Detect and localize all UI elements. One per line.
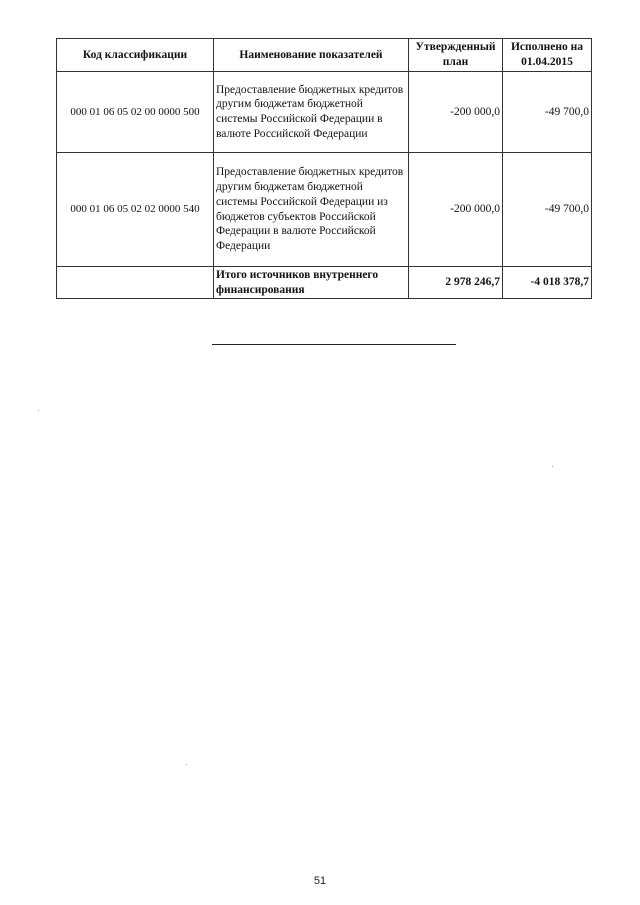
scan-speck xyxy=(552,466,553,467)
row-executed-value: -49 700,0 xyxy=(503,153,592,267)
page-number: 51 xyxy=(313,875,327,887)
financing-sources-table xyxy=(56,38,592,299)
table-header-row xyxy=(57,39,592,72)
scan-speck xyxy=(186,764,187,765)
row-code: 000 01 06 05 02 00 0000 500 xyxy=(57,72,214,153)
row-executed-value: -49 700,0 xyxy=(503,72,592,153)
row-name: Предоставление бюджетных кредитов другим бюджетам бюджетной системы Российской Федерации из бюджетов субъектов Российской Федерации в валюте Российской Федерации xyxy=(214,153,409,267)
header-indicator-name: Наименование показателей xyxy=(214,39,409,72)
header-approved-plan: Утвержденный план xyxy=(409,39,503,72)
total-plan-value: 2 978 246,7 xyxy=(409,267,503,299)
table-row xyxy=(57,72,592,153)
row-code: 000 01 06 05 02 02 0000 540 xyxy=(57,153,214,267)
table-row xyxy=(57,153,592,267)
row-plan-value: -200 000,0 xyxy=(409,153,503,267)
total-code xyxy=(57,267,214,299)
header-classification-code: Код классификации xyxy=(57,39,214,72)
header-executed: Исполнено на 01.04.2015 xyxy=(503,39,592,72)
scan-speck xyxy=(38,410,39,411)
row-name: Предоставление бюджетных кредитов другим бюджетам бюджетной системы Российской Федерации в валюте Российской Федерации xyxy=(214,72,409,153)
total-row xyxy=(57,267,592,299)
total-name: Итого источников внутреннего финансирования xyxy=(214,267,409,299)
row-plan-value: -200 000,0 xyxy=(409,72,503,153)
total-executed-value: -4 018 378,7 xyxy=(503,267,592,299)
end-of-table-divider xyxy=(212,344,456,345)
